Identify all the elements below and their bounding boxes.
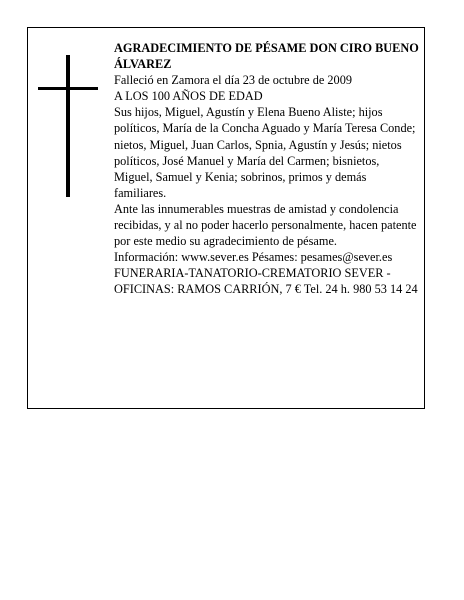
- info-line: Información: www.sever.es Pésames: pesames@sever.es: [114, 250, 393, 265]
- death-info: Falleció en Zamora el día 23 de octubre de 2009: [114, 73, 352, 88]
- gratitude-paragraph: Ante las innumerables muestras de amistad y condolencia recibidas, y al no poder hacerlo personalmente, hacen patente por este medio su agradecimiento de pésame.: [114, 201, 417, 249]
- notice-title: AGRADECIMIENTO DE PÉSAME DON CIRO BUENO ÁLVAREZ: [114, 41, 419, 72]
- cross-horizontal-bar: [38, 87, 98, 90]
- cross-vertical-bar: [66, 55, 70, 197]
- notice-text: [114, 40, 420, 298]
- cross-icon: [38, 55, 98, 197]
- funeral-home-line: FUNERARIA-TANATORIO-CREMATORIO SEVER - OFICINAS: RAMOS CARRIÓN, 7 € Tel. 24 h. 980 53 14 24: [114, 266, 418, 297]
- age-line: A LOS 100 AÑOS DE EDAD: [114, 89, 263, 104]
- family-paragraph: Sus hijos, Miguel, Agustín y Elena Bueno Aliste; hijos políticos, María de la Concha Aguado y María Teresa Conde; nietos, Miguel, Juan Carlos, Spnia, Agustín y Jesús; nietos políticos, José Manuel y María del Carmen; bisnietos, Miguel, Samuel y Kenia; sobrinos, primos y demás familiares.: [114, 105, 416, 200]
- obituary-notice: [27, 27, 425, 409]
